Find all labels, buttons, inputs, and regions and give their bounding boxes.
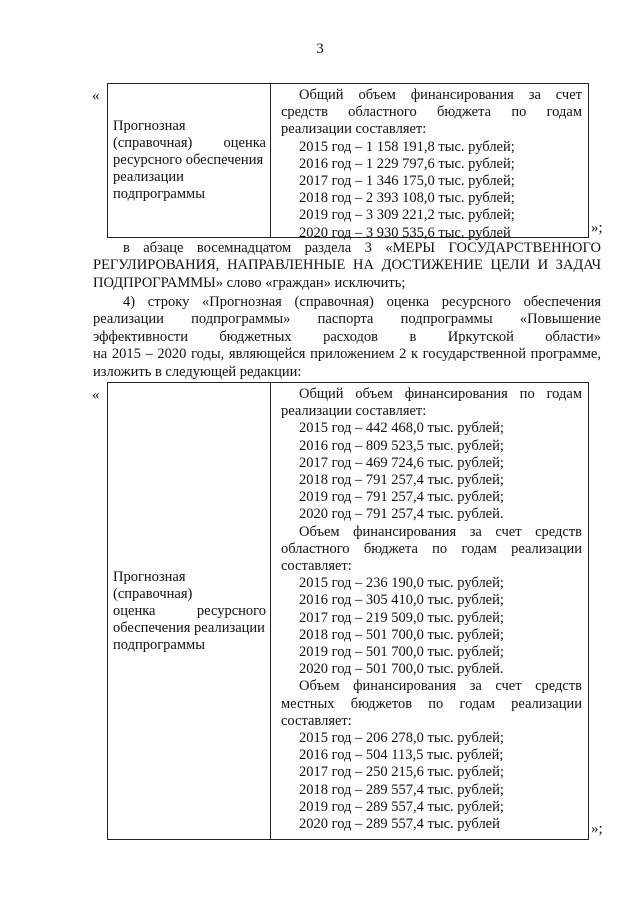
paragraph-line: на 2015 – 2020 годы, являющейся приложением 2 к государственной программе, (93, 346, 601, 363)
value-line: областного бюджета по годам реализации (281, 540, 582, 557)
value-line: местных бюджетов по годам реализации (281, 695, 582, 712)
year-line: 2016 год – 305 410,0 тыс. рублей; (299, 592, 504, 609)
year-line: 2020 год – 791 257,4 тыс. рублей. (299, 506, 504, 523)
year-line: 2015 год – 206 278,0 тыс. рублей; (299, 730, 504, 747)
table-2-label-cell (108, 383, 271, 839)
table-2-value-cell (271, 383, 588, 839)
paragraph-line: реализации подпрограммы» паспорта подпрограммы «Повышение (93, 311, 601, 328)
table-1 (107, 83, 589, 241)
value-line: средств областного бюджета по годам (281, 104, 582, 121)
year-line: 2019 год – 501 700,0 тыс. рублей; (299, 644, 504, 661)
paragraph-1 (93, 240, 601, 292)
value-line: Объем финансирования за счет средств (299, 678, 582, 695)
value-line: реализации составляет: (281, 403, 427, 420)
year-line: 2020 год – 3 930 535,6 тыс. рублей (299, 224, 511, 241)
paragraph-line: ПОДПРОГРАММЫ» слово «граждан» исключить; (93, 274, 406, 291)
label-line: реализации (113, 169, 184, 185)
table-1-label-cell (108, 84, 271, 237)
table-1-value-cell (271, 84, 588, 241)
year-line: 2018 год – 289 557,4 тыс. рублей; (299, 781, 504, 798)
paragraph-line: РЕГУЛИРОВАНИЯ, НАПРАВЛЕННЫЕ НА ДОСТИЖЕНИЕ ЦЕЛИ И ЗАДАЧ (93, 257, 601, 274)
label-line: подпрограммы (113, 186, 205, 202)
year-line: 2015 год – 1 158 191,8 тыс. рублей; (299, 138, 515, 155)
year-line: 2017 год – 219 509,0 тыс. рублей; (299, 609, 504, 626)
year-line: 2016 год – 1 229 797,6 тыс. рублей; (299, 155, 515, 172)
year-line: 2018 год – 791 257,4 тыс. рублей; (299, 472, 504, 489)
close-quote-1: »; (591, 220, 603, 236)
page-number: 3 (316, 41, 324, 57)
year-line: 2015 год – 236 190,0 тыс. рублей; (299, 575, 504, 592)
label-line: обеспечения реализации (113, 619, 265, 636)
year-line: 2018 год – 501 700,0 тыс. рублей; (299, 626, 504, 643)
value-line: реализации составляет: (281, 121, 427, 138)
label-line: Прогнозная (справочная) (113, 568, 193, 602)
table-2 (107, 382, 589, 840)
year-line: 2017 год – 250 215,6 тыс. рублей; (299, 764, 504, 781)
value-line: составляет: (281, 712, 352, 729)
year-line: 2017 год – 469 724,6 тыс. рублей; (299, 454, 504, 471)
label-line: Прогнозная (113, 118, 186, 134)
close-quote-2: »; (591, 821, 603, 837)
value-line: составляет: (281, 558, 352, 575)
label-line: (справочная) оценка (113, 135, 266, 151)
value-line: Общий объем финансирования по годам (299, 386, 582, 402)
value-line: Общий объем финансирования за счет (299, 87, 582, 103)
year-line: 2015 год – 442 468,0 тыс. рублей; (299, 420, 504, 437)
year-line: 2020 год – 289 557,4 тыс. рублей (299, 816, 500, 833)
label-line: подпрограммы (113, 636, 205, 653)
paragraph-line: в абзаце восемнадцатом раздела 3 «МЕРЫ ГОСУДАРСТВЕННОГО (123, 240, 601, 256)
year-line: 2016 год – 504 113,5 тыс. рублей; (299, 747, 504, 764)
paragraph-2 (93, 294, 601, 381)
label-line: ресурсного обеспечения (113, 152, 264, 168)
year-line: 2016 год – 809 523,5 тыс. рублей; (299, 437, 504, 454)
year-line: 2020 год – 501 700,0 тыс. рублей. (299, 661, 504, 678)
year-line: 2017 год – 1 346 175,0 тыс. рублей; (299, 173, 515, 190)
open-quote-2: « (92, 387, 100, 403)
value-line: Объем финансирования за счет средств (299, 523, 582, 540)
paragraph-line: изложить в следующей редакции: (93, 363, 302, 380)
year-line: 2019 год – 791 257,4 тыс. рублей; (299, 489, 504, 506)
paragraph-line: 4) строку «Прогнозная (справочная) оценка ресурсного обеспечения (123, 294, 601, 310)
year-line: 2018 год – 2 393 108,0 тыс. рублей; (299, 190, 515, 207)
label-line: оценка ресурсного (113, 602, 266, 619)
year-line: 2019 год – 3 309 221,2 тыс. рублей; (299, 207, 515, 224)
open-quote-1: « (92, 88, 100, 104)
year-line: 2019 год – 289 557,4 тыс. рублей; (299, 798, 504, 815)
paragraph-line: эффективности бюджетных расходов в Иркутской области» (93, 328, 601, 345)
